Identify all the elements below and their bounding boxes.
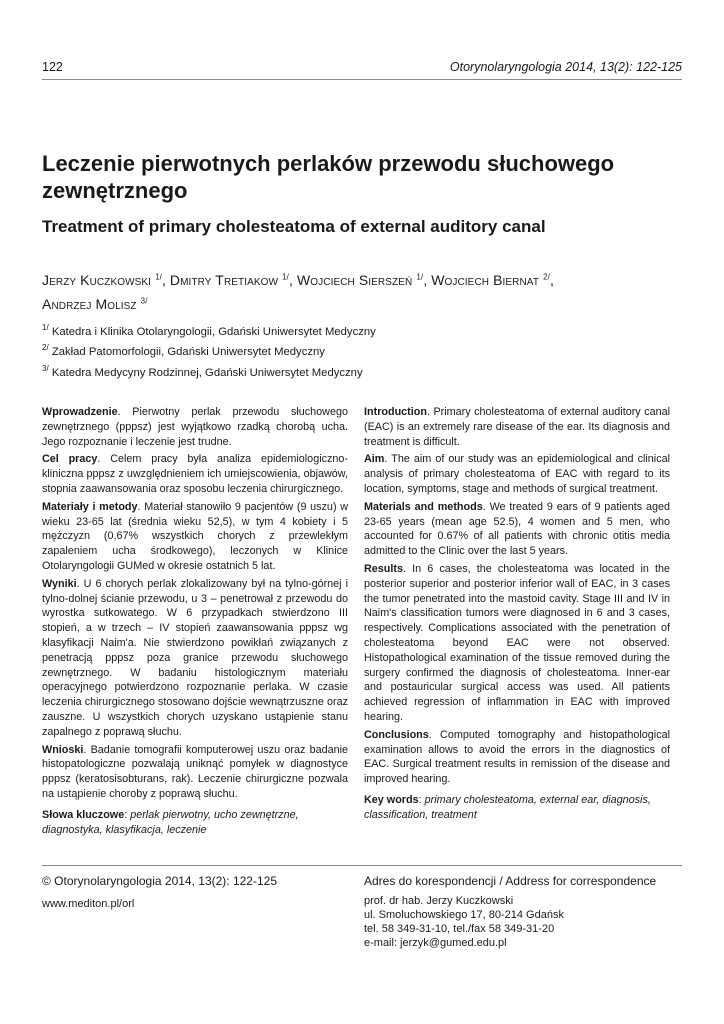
affiliation-1: $^{1/}$ Katedra i Klinika Otolaryngologii, Gdański Uniwersytet Medyczny <box>42 323 376 338</box>
running-header <box>42 60 682 78</box>
abstract-polish <box>42 405 348 840</box>
author-1: Jerzy Kuczkowski $^{1/}$, <box>42 271 170 288</box>
abstract-en-introduction: Introduction. Primary cholesteatoma of external auditory canal (EAC) is an extremely rare disease of the ear. Its diagnosis and treatment is difficult. <box>364 406 671 448</box>
abstract-pl-introduction: Wprowadzenie. Pierwotny perlak przewodu słuchowego zewnętrznego (pppsz) jest wyjątkowo rzadką chorobą ucha. Jego rozpoznanie i leczenie jest trudne. <box>42 406 348 448</box>
keywords-pl: Słowa kluczowe: perlak pierwotny, ucho zewnętrzne, diagnostyka, klasyfikacja, leczenie <box>42 808 299 836</box>
author-3: Wojciech Sierszeń $^{1/}$, <box>296 271 432 288</box>
footer-citation <box>42 874 342 912</box>
keywords-en: Key words: primary cholesteatoma, external ear, diagnosis, classification, treatment <box>364 793 651 821</box>
footer-rule <box>42 865 682 866</box>
abstract-pl-results: Wyniki. U 6 chorych perlak zlokalizowany był na tylno-górnej i tylno-dolnej ścianie przewodu, u 3 – penetrował z przewodu do wyrostka sutkowatego. W 6 przypadkach stwierdzono III stopień, a w trzech – IV stopień zaawansowania pppsz wg klasyfikacji Naim'a. Nie stwierdzono powikłań związanych z penetracją pppsz poza granice przewodu słuchowego zewnętrznego. W badaniu histologicznym materiału operacyjnego potwierdzono rozpoznanie perlaka. W czasie leczenia chirurgicznego stosowano dojście wewnątrzuszne oraz zauszne. U wszystkich chorych uzyskano ustąpienie stanu zapalnego z poprawą słuchu. <box>42 577 348 738</box>
header-rule <box>42 79 682 80</box>
abstract-en-methods: Materials and methods. We treated 9 ears of 9 patients aged 23-65 years (mean age 52.5), 4 women and 5 men, who accounted for 0.67% of all patients with chronic otitis media admitted to the Clinic over the last 5 years. <box>364 500 670 558</box>
abstract-pl-methods: Materiały i metody. Materiał stanowiło 9 pacjentów (9 uszu) w wieku 23-65 lat (średnia wieku 52,5), w tym 4 kobiety i 5 mężczyzn (0,67% wszystkich chorych z przewlekłym zapaleniem ucha środkowego), leczonych w Klinice Otolaryngologii GUMed w okresie ostatnich 5 lat. <box>42 500 348 572</box>
page-number: 122 <box>42 60 63 74</box>
abstract-en-results: Results. In 6 cases, the cholesteatoma was located in the posterior superior and posterior inferior wall of EAC, in 3 cases the tumor penetrated into the mastoid cavity. Stage III and IV in Naim's classification tumors were diagnosed in 6 and 3 cases, respectively. Complications associated with the penetration of cholesteatoma beyond EAC were not observed. Histopathological examination of the tissue removed during the surgery confirmed the diagnosis of cholesteatoma. Inner-ear and postauricular surgical access was used. All patients achieved regression of inflammation in EAC with improved hearing. <box>364 562 670 723</box>
article-subtitle: Treatment of primary cholesteatoma of external auditory canal <box>42 217 546 236</box>
author-5: Andrzej Molisz $^{3/}$ <box>42 296 148 313</box>
copyright-line: © Otorynolaryngologia 2014, 13(2): 122-125 <box>42 874 277 888</box>
author-2: Dmitry Tretiakow $^{1/}$, <box>169 271 297 288</box>
correspondence-address <box>364 874 682 950</box>
affiliation-2: $^{2/}$ Zakład Patomorfologii, Gdański Uniwersytet Medyczny <box>42 343 325 359</box>
journal-reference: Otorynolaryngologia 2014, 13(2): 122-125 <box>449 60 682 74</box>
journal-url[interactable]: www.mediton.pl/orl <box>42 898 135 910</box>
abstract-pl-aim: Cel pracy. Celem pracy była analiza epidemiologiczno-kliniczna pppsz z uwzględnieniem ich umiejscowienia, objawów, stopnia zaawansowania oraz sposobu leczenia chirurgicznego. <box>42 453 348 495</box>
affiliations <box>42 320 682 381</box>
affiliation-3: $^{3/}$ Katedra Medycyny Rodzinnej, Gdański Uniwersytet Medyczny <box>42 363 363 379</box>
abstract-english <box>364 405 670 826</box>
correspondence-heading: Adres do korespondencji / Address for correspondence <box>364 874 657 888</box>
correspondence-email[interactable]: e-mail: jerzyk@gumed.edu.pl <box>364 937 507 949</box>
correspondence-street: ul. Smoluchowskiego 17, 80-214 Gdańsk <box>364 909 564 921</box>
abstract-en-conclusions: Conclusions. Computed tomography and histopathological examination allows to avoid the errors in the diagnostics of EAC. Surgical treatment results in remission of the disease and improved hearing. <box>364 728 670 786</box>
correspondence-phone: tel. 58 349-31-10, tel./fax 58 349-31-20 <box>364 923 555 935</box>
correspondence-name: prof. dr hab. Jerzy Kuczkowski <box>364 895 514 907</box>
abstract-en-aim: Aim. The aim of our study was an epidemiological and clinical analysis of primary cholesteatoma of EAC with regard to its location, symptoms, stage and methods of surgical treatment. <box>364 453 670 495</box>
author-list <box>42 266 682 315</box>
article-title: Leczenie pierwotnych perlaków przewodu słuchowego zewnętrznego <box>42 151 615 203</box>
abstract-pl-conclusions: Wnioski. Badanie tomografii komputerowej uszu oraz badanie histopatologiczne pozwalają uniknąć pomyłek w diagnostyce pppsz (keratosisobturans, rak). Leczenie chirurgiczne pozwala na ustąpienie choroby z poprawą słuchu. <box>42 743 348 800</box>
author-4: Wojciech Biernat $^{2/}$, <box>431 271 554 288</box>
